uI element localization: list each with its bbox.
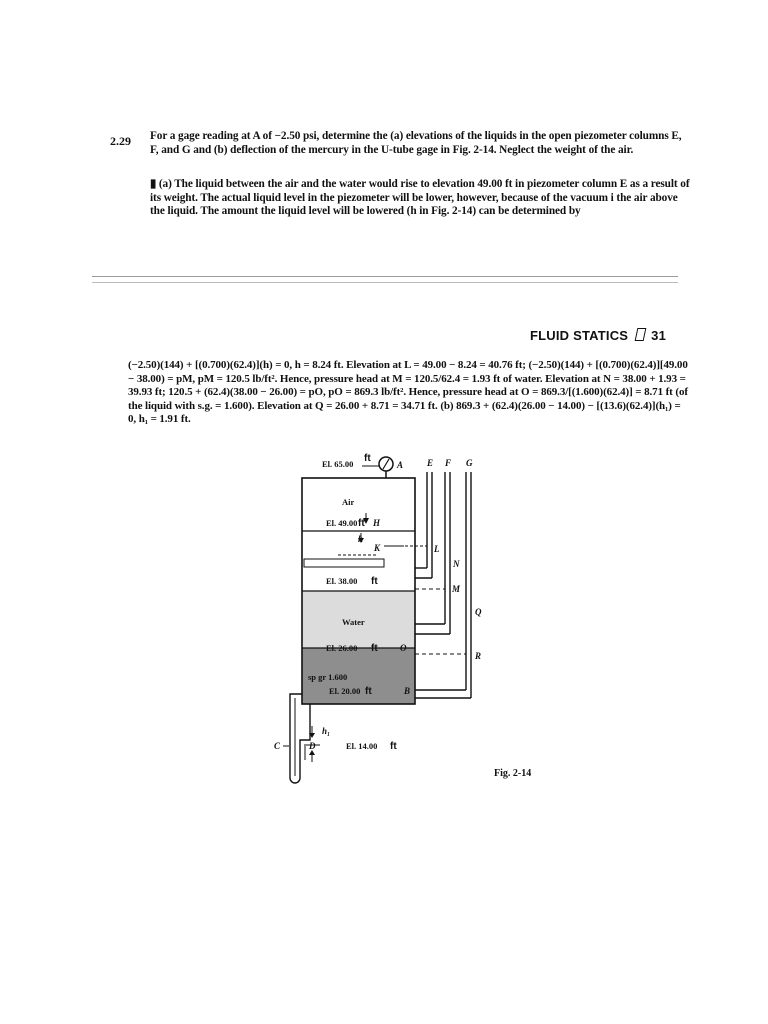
- u-tube-outer: [290, 694, 310, 783]
- solution-continued: (−2.50)(144) + [(0.700)(62.4)](h) = 0, h = 8.24 ft. Elevation at L = 49.00 − 8.24 = 40.76 ft; (−2.50)(144) + [(0.700)(62.4)][49.00 − 38.00) = pM, pM = 120.5 lb/ft². Hence, pressure head at M = 120.5/62.4 = 1.93 ft of water. Elevation at N = 38.00 + 1.93 = 39.93 ft; 120.5 + (62.4)(38.00 − 26.00) = pO, pO = 869.3 lb/ft². Hence, pressure head at O = 869.3/[(1.600)(62.4)] = 8.71 ft (of the liquid with s.g. = 1.600). Elevation at Q = 26.00 + 8.71 = 34.71 ft. (b) 869.3 + (62.4)(26.00 − 14.00) − [(13.6)(62.4)](h₁) = 0, h₁ = 1.91 ft.: [128, 359, 688, 425]
- label-h-upper: H: [373, 518, 381, 528]
- label-el-65: El. 65.00: [322, 459, 354, 469]
- label-c: C: [274, 741, 281, 751]
- label-water: Water: [342, 617, 365, 627]
- label-l: L: [434, 544, 440, 554]
- problem-statement: For a gage reading at A of −2.50 psi, determine the (a) elevations of the liquids in the open piezometer columns E, F, and G and (b) deflection of the mercury in the U-tube gage in Fig. 2-14. Neglect the weight of the air.: [150, 130, 682, 156]
- label-d: D: [309, 741, 316, 751]
- label-ft-65: ft: [364, 453, 371, 464]
- label-e: E: [427, 458, 434, 468]
- label-el-38: El. 38.00: [326, 576, 358, 586]
- label-el-20: El. 20.00: [329, 686, 361, 696]
- lowered-level-bar: [304, 559, 384, 567]
- label-h-lower: h: [358, 534, 364, 544]
- label-sp-gr: sp gr 1.600: [308, 672, 348, 682]
- label-el-26: El. 26.00: [326, 643, 358, 653]
- label-a: A: [397, 460, 404, 470]
- problem-number: 2.29: [110, 134, 131, 148]
- label-o: O: [400, 643, 407, 653]
- label-k: K: [374, 543, 381, 553]
- label-n: N: [453, 559, 460, 569]
- label-m: M: [452, 584, 461, 594]
- label-el-14: El. 14.00: [346, 741, 378, 751]
- label-f: F: [445, 458, 452, 468]
- section-title: FLUID STATICS: [530, 328, 629, 343]
- label-el-49: El. 49.00: [326, 518, 358, 528]
- label-ft-14: ft: [390, 741, 397, 752]
- label-ft-20: ft: [365, 686, 372, 697]
- solution-start-text: (a) The liquid between the air and the water would rise to elevation 49.00 ft in piezometer column E as a result of its weight. The actual liquid level in the piezometer will be lower, however, because of the vacuum i the air above the liquid. The amount the liquid level will be lowered (h in Fig. 2-14) can be determined by: [150, 178, 690, 218]
- page-number: 31: [651, 328, 667, 343]
- label-b: B: [404, 686, 411, 696]
- label-g: G: [466, 458, 473, 468]
- label-r: R: [475, 651, 482, 661]
- label-ft-26: ft: [371, 643, 378, 654]
- figure-caption: Fig. 2-14: [494, 768, 532, 779]
- bullet-icon: ▮: [150, 178, 157, 190]
- label-ft-49: ft: [358, 518, 365, 529]
- label-q: Q: [475, 607, 482, 617]
- label-air: Air: [342, 497, 355, 507]
- label-ft-38: ft: [371, 576, 378, 587]
- label-h1: h₁: [322, 726, 331, 736]
